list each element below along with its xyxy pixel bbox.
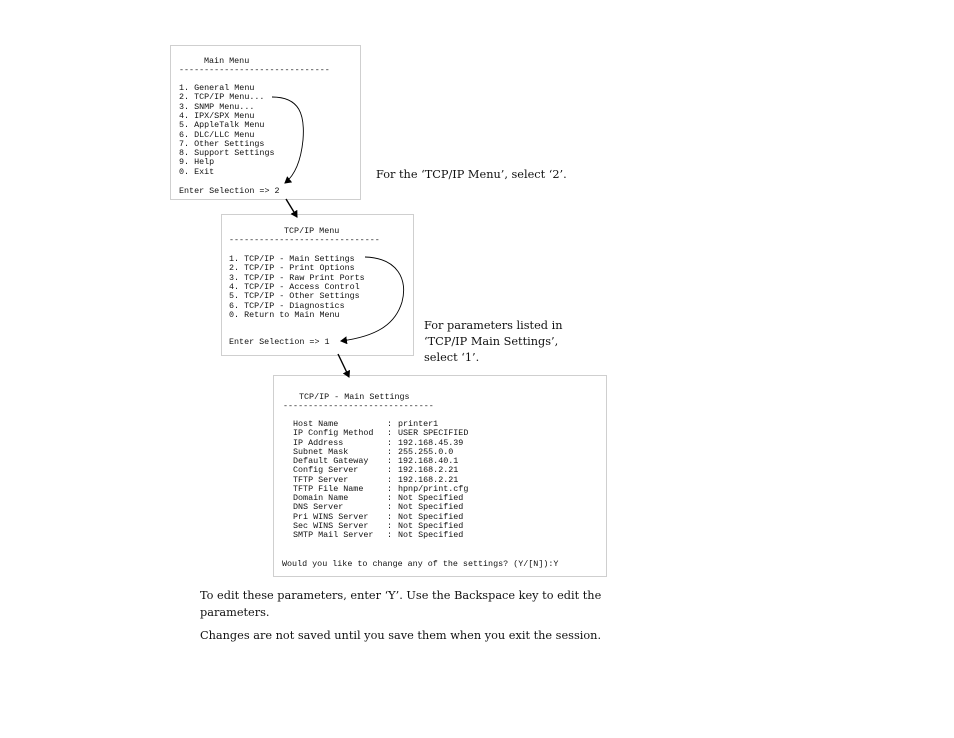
tcpip-menu-item[interactable]: 1. TCP/IP - Main Settings — [229, 254, 355, 264]
main-menu-item[interactable]: 0. Exit — [179, 166, 215, 177]
setting-label: SMTP Mail Server — [293, 530, 374, 540]
setting-colon: : — [387, 483, 393, 494]
footer-line: To edit these parameters, enter ‘Y’. Use the Backspace key to edit the — [200, 589, 602, 602]
setting-colon: : — [387, 456, 393, 466]
setting-colon: : — [387, 437, 393, 448]
main-menu-item[interactable]: 8. Support Settings — [179, 148, 275, 159]
down-arrow-2 — [338, 354, 349, 377]
tcpip-menu-item[interactable]: 6. TCP/IP - Diagnostics — [229, 300, 345, 311]
setting-label: IP Config Method — [293, 428, 374, 439]
setting-colon: : — [387, 446, 393, 457]
tcpip-menu-title: TCP/IP Menu — [284, 226, 340, 236]
main-settings-title: TCP/IP - Main Settings — [299, 392, 410, 402]
main-menu-note: For the ‘TCP/IP Menu’, select ‘2’. — [376, 168, 567, 181]
tcpip-menu-note-line: ‘TCP/IP Main Settings’, — [424, 335, 559, 348]
setting-colon: : — [387, 530, 393, 540]
tcpip-menu-note-line: For parameters listed in — [424, 319, 563, 332]
tcpip-menu-prompt[interactable]: Enter Selection => 1 — [229, 337, 330, 347]
main-menu-item[interactable]: 7. Other Settings — [179, 138, 265, 149]
setting-value: printer1 — [398, 419, 439, 429]
footer-text — [200, 587, 601, 644]
main-settings-prompt[interactable]: Would you like to change any of the settings? (Y/[N]):Y — [282, 559, 559, 569]
setting-colon: : — [387, 502, 393, 513]
tcpip-menu-note — [424, 318, 563, 366]
tcpip-menu-item[interactable]: 2. TCP/IP - Print Options — [229, 263, 355, 274]
main-menu-screen — [170, 45, 361, 200]
setting-value: Not Specified — [398, 502, 464, 513]
setting-colon: : — [387, 419, 393, 429]
setting-label: Default Gateway — [293, 456, 369, 466]
main-menu-separator: ------------------------------ — [179, 66, 330, 75]
main-menu-item[interactable]: 5. AppleTalk Menu — [179, 120, 265, 131]
setting-label: Domain Name — [293, 493, 349, 503]
setting-label: Subnet Mask — [293, 446, 349, 457]
tcpip-menu-note-line: select ‘1’. — [424, 351, 480, 364]
main-settings-screen — [273, 375, 607, 577]
main-menu-item[interactable]: 6. DLC/LLC Menu — [179, 129, 255, 140]
setting-value: Not Specified — [398, 493, 464, 503]
main-menu-item[interactable]: 1. General Menu — [179, 83, 255, 93]
setting-value: 192.168.45.39 — [398, 437, 464, 448]
main-menu-item[interactable]: 2. TCP/IP Menu... — [179, 92, 265, 103]
main-menu-prompt[interactable]: Enter Selection => 2 — [179, 186, 280, 196]
setting-colon: : — [387, 465, 393, 476]
setting-label: Config Server — [293, 465, 359, 476]
tcpip-menu-item[interactable]: 3. TCP/IP - Raw Print Ports — [229, 272, 365, 283]
setting-colon: : — [387, 520, 393, 531]
setting-value: USER SPECIFIED — [398, 428, 469, 439]
setting-value: 192.168.40.1 — [398, 456, 459, 466]
main-menu-title: Main Menu — [204, 56, 250, 66]
setting-colon: : — [387, 474, 393, 485]
setting-label: TFTP Server — [293, 474, 349, 485]
setting-value: 192.168.2.21 — [398, 465, 459, 476]
setting-label: Host Name — [293, 419, 339, 429]
footer-line: parameters. — [200, 606, 270, 619]
setting-label: Sec WINS Server — [293, 520, 369, 531]
main-menu-item[interactable]: 4. IPX/SPX Menu — [179, 110, 255, 121]
setting-value: Not Specified — [398, 520, 464, 531]
main-menu-item[interactable]: 3. SNMP Menu... — [179, 101, 255, 112]
tcpip-menu-screen — [221, 214, 414, 356]
setting-value: hpnp/print.cfg — [398, 483, 469, 494]
setting-colon: : — [387, 428, 393, 439]
setting-colon: : — [387, 493, 393, 503]
setting-value: Not Specified — [398, 511, 464, 522]
setting-colon: : — [387, 511, 393, 522]
footer-line: Changes are not saved until you save them when you exit the session. — [200, 629, 602, 642]
setting-value: Not Specified — [398, 530, 464, 540]
tcpip-menu-item[interactable]: 5. TCP/IP - Other Settings — [229, 291, 360, 302]
setting-label: DNS Server — [293, 502, 344, 513]
setting-label: IP Address — [293, 437, 344, 448]
main-settings-separator: ------------------------------ — [283, 402, 434, 411]
tcpip-menu-item[interactable]: 0. Return to Main Menu — [229, 309, 340, 320]
main-menu-item[interactable]: 9. Help — [179, 157, 215, 168]
setting-label: TFTP File Name — [293, 483, 364, 494]
tcpip-menu-separator: ------------------------------ — [229, 236, 380, 245]
tcpip-menu-item[interactable]: 4. TCP/IP - Access Control — [229, 281, 360, 292]
setting-label: Pri WINS Server — [293, 511, 369, 522]
setting-value: 255.255.0.0 — [398, 446, 454, 457]
setting-value: 192.168.2.21 — [398, 474, 459, 485]
